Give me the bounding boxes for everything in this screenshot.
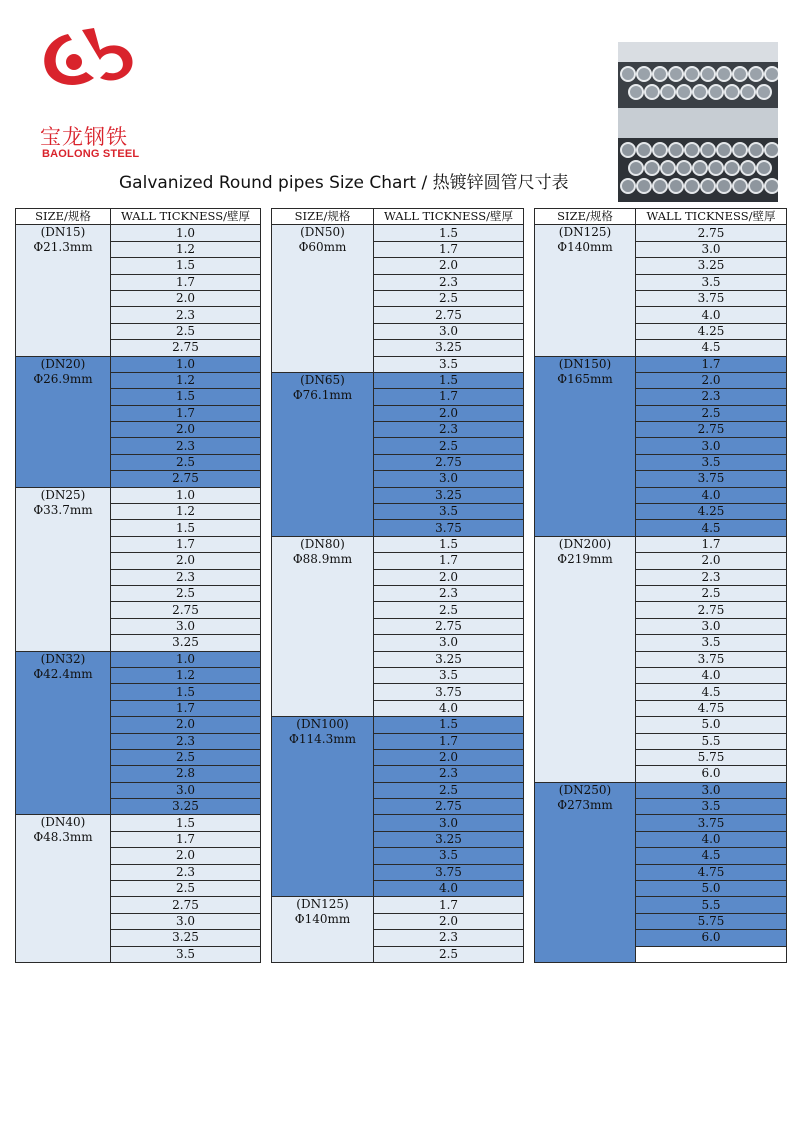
wall-thickness-cell: 2.0 [111,717,261,733]
wall-thickness-cell: 2.75 [111,602,261,618]
pipe-size-cell [272,536,374,716]
wall-thickness-cell: 3.25 [111,930,261,946]
wall-thickness-cell: 2.0 [374,913,524,929]
wall-thickness-cell: 3.75 [636,815,787,831]
wall-thickness-cell: 2.5 [111,749,261,765]
outer-diameter: Φ165mm [557,371,613,386]
wall-thickness-cell: 3.5 [374,667,524,683]
wall-thickness-cell: 2.8 [111,766,261,782]
wall-thickness-cell: 4.25 [636,504,787,520]
table-row [272,536,524,552]
wall-thickness-cell: 1.5 [111,520,261,536]
wall-thickness-cell: 4.0 [636,307,787,323]
wall-thickness-cell: 3.75 [374,684,524,700]
wall-thickness-cell: 2.75 [636,225,787,241]
wall-thickness-cell: 2.5 [374,438,524,454]
wall-thickness-cell: 2.75 [374,799,524,815]
wall-thickness-cell: 2.0 [111,553,261,569]
wall-thickness-cell: 1.5 [374,372,524,388]
wall-thickness-cell: 3.0 [636,438,787,454]
product-photo [618,42,778,202]
outer-diameter: Φ219mm [557,551,613,566]
pipe-size-cell [16,487,111,651]
pipe-size-cell [16,651,111,815]
nominal-diameter: (DN65) [300,372,345,387]
nominal-diameter: (DN100) [296,717,349,732]
pipe-size-cell [16,225,111,356]
company-logo [38,28,148,160]
wall-thickness-cell: 2.75 [374,618,524,634]
wall-thickness-cell: 3.5 [636,274,787,290]
wall-thickness-cell: 2.5 [374,946,524,962]
wall-thickness-cell: 3.75 [374,864,524,880]
pipe-size-cell [272,717,374,897]
table-row [272,372,524,388]
page-title: Galvanized Round pipes Size Chart / 热镀锌圆管尺寸表 [119,173,569,193]
wall-thickness-cell: 1.7 [111,831,261,847]
wall-thickness-cell: 1.5 [111,258,261,274]
wall-thickness-cell: 2.5 [374,602,524,618]
wall-thickness-cell: 3.5 [636,635,787,651]
outer-diameter: Φ33.7mm [33,502,93,517]
wall-thickness-cell: 2.75 [111,897,261,913]
wall-thickness-cell: 1.0 [111,356,261,372]
wall-thickness-cell: 4.0 [636,831,787,847]
outer-diameter: Φ60mm [298,240,347,255]
wall-thickness-cell: 2.5 [374,290,524,306]
wall-thickness-cell: 3.75 [374,520,524,536]
table-header-row [535,209,787,225]
wall-thickness-cell: 5.0 [636,717,787,733]
wall-thickness-cell: 2.0 [374,749,524,765]
wall-thickness-cell: 1.7 [636,536,787,552]
wall-thickness-cell: 3.0 [374,635,524,651]
wall-thickness-cell: 2.5 [111,881,261,897]
nominal-diameter: (DN125) [558,225,612,240]
table-row [16,815,261,831]
table-header-row [16,209,261,225]
wall-thickness-cell: 5.75 [636,749,787,765]
wall-thickness-cell: 6.0 [636,930,787,946]
nominal-diameter: (DN25) [40,487,86,502]
outer-diameter: Φ114.3mm [289,732,356,747]
wall-thickness-cell: 1.7 [374,733,524,749]
wall-thickness-cell: 3.25 [636,258,787,274]
wall-thickness-cell: 2.0 [111,290,261,306]
table-row [16,356,261,372]
wall-thickness-cell: 5.5 [636,897,787,913]
table-row [272,897,524,913]
wall-thickness-cell: 2.5 [111,585,261,601]
pipe-size-cell [535,782,636,962]
size-chart-table-1 [15,208,261,963]
baolong-logo-icon [38,28,134,90]
wall-thickness-cell: 4.0 [636,667,787,683]
size-column-header: SIZE/规格 [16,209,111,225]
wall-thickness-cell: 2.0 [111,848,261,864]
outer-diameter: Φ21.3mm [33,240,93,255]
wall-thickness-cell: 3.5 [636,799,787,815]
wall-thickness-cell: 2.5 [636,585,787,601]
wall-thickness-cell: 3.0 [374,471,524,487]
nominal-diameter: (DN80) [300,536,345,551]
table-row [535,782,787,798]
nominal-diameter: (DN15) [40,225,86,240]
wall-thickness-cell: 2.75 [111,340,261,356]
outer-diameter: Φ42.4mm [33,666,93,681]
wall-thickness-cell: 3.0 [111,913,261,929]
wall-thickness-cell: 3.5 [374,504,524,520]
wall-thickness-cell: 4.5 [636,684,787,700]
table-row [16,487,261,503]
wall-thickness-cell: 4.5 [636,848,787,864]
wall-thickness-cell: 2.5 [111,323,261,339]
brand-name-cn: 宝龙钢铁 [40,125,128,149]
wall-thickness-cell: 3.25 [374,651,524,667]
wall-thickness-cell: 6.0 [636,766,787,782]
wall-thickness-cell: 2.0 [636,553,787,569]
wall-thickness-column-header: WALL TICKNESS/壁厚 [636,209,787,225]
wall-thickness-cell: 1.7 [374,553,524,569]
wall-thickness-cell: 5.75 [636,913,787,929]
table-row [16,225,261,241]
wall-thickness-cell: 3.0 [636,241,787,257]
wall-thickness-cell: 2.3 [636,569,787,585]
wall-thickness-cell: 3.5 [374,356,524,372]
wall-thickness-cell: 2.75 [636,602,787,618]
table-row [272,225,524,241]
wall-thickness-cell: 2.5 [374,782,524,798]
pipe-size-cell [16,815,111,963]
wall-thickness-cell: 1.5 [374,536,524,552]
wall-thickness-cell: 3.75 [636,651,787,667]
pipe-size-cell [535,225,636,356]
wall-thickness-cell: 1.5 [111,815,261,831]
wall-thickness-cell: 4.75 [636,700,787,716]
wall-thickness-cell: 1.7 [111,536,261,552]
table-row [535,225,787,241]
wall-thickness-cell: 1.0 [111,487,261,503]
wall-thickness-column-header: WALL TICKNESS/壁厚 [111,209,261,225]
outer-diameter: Φ76.1mm [292,387,353,402]
wall-thickness-cell: 4.0 [636,487,787,503]
wall-thickness-cell: 2.3 [636,389,787,405]
wall-thickness-cell: 3.0 [111,782,261,798]
size-column-header: SIZE/规格 [272,209,374,225]
wall-thickness-cell: 2.75 [636,422,787,438]
wall-thickness-cell: 2.3 [374,585,524,601]
wall-thickness-cell: 3.25 [111,799,261,815]
wall-thickness-cell: 3.0 [374,815,524,831]
wall-thickness-cell: 1.5 [111,684,261,700]
wall-thickness-cell: 4.5 [636,340,787,356]
wall-thickness-cell: 2.75 [374,307,524,323]
wall-thickness-cell: 2.3 [374,274,524,290]
pipe-size-cell [535,356,636,536]
outer-diameter: Φ140mm [557,240,613,255]
galvanized-pipes-photo-icon [618,42,778,202]
wall-thickness-cell: 2.5 [111,454,261,470]
wall-thickness-cell: 2.0 [374,405,524,421]
table-header-row [272,209,524,225]
wall-thickness-cell: 2.0 [374,569,524,585]
outer-diameter: Φ88.9mm [292,551,353,566]
wall-thickness-cell: 3.25 [374,487,524,503]
wall-thickness-cell: 1.7 [636,356,787,372]
wall-thickness-cell: 5.0 [636,881,787,897]
wall-thickness-cell: 1.7 [111,274,261,290]
wall-thickness-cell: 2.3 [374,930,524,946]
wall-thickness-cell: 3.5 [636,454,787,470]
wall-thickness-cell: 1.2 [111,241,261,257]
wall-thickness-cell: 3.0 [111,618,261,634]
table-row [535,536,787,552]
wall-thickness-cell: 2.75 [111,471,261,487]
wall-thickness-cell: 1.7 [111,405,261,421]
wall-thickness-cell: 4.75 [636,864,787,880]
wall-thickness-cell: 3.75 [636,471,787,487]
outer-diameter: Φ273mm [557,797,613,812]
nominal-diameter: (DN50) [300,225,345,240]
wall-thickness-cell: 1.2 [111,667,261,683]
table-row [535,356,787,372]
wall-thickness-cell: 1.5 [374,717,524,733]
table-row [272,717,524,733]
wall-thickness-cell: 1.5 [111,389,261,405]
wall-thickness-cell: 2.3 [374,422,524,438]
wall-thickness-cell: 2.0 [111,422,261,438]
table-row [16,651,261,667]
wall-thickness-cell: 3.5 [111,946,261,962]
nominal-diameter: (DN40) [40,815,86,830]
wall-thickness-cell: 4.0 [374,881,524,897]
wall-thickness-cell: 1.7 [374,389,524,405]
wall-thickness-cell: 3.25 [374,340,524,356]
outer-diameter: Φ48.3mm [33,830,93,845]
nominal-diameter: (DN200) [558,536,612,551]
pipe-size-cell [272,897,374,963]
wall-thickness-cell: 2.5 [636,405,787,421]
wall-thickness-cell: 2.75 [374,454,524,470]
wall-thickness-cell: 2.0 [374,258,524,274]
size-column-header: SIZE/规格 [535,209,636,225]
wall-thickness-column-header: WALL TICKNESS/壁厚 [374,209,524,225]
nominal-diameter: (DN125) [296,897,349,912]
wall-thickness-cell: 4.0 [374,700,524,716]
nominal-diameter: (DN32) [40,651,86,666]
wall-thickness-cell: 1.7 [374,241,524,257]
pipe-size-cell [535,536,636,782]
size-chart-table-3 [534,208,787,963]
nominal-diameter: (DN150) [558,356,612,371]
wall-thickness-cell: 3.25 [111,635,261,651]
wall-thickness-cell: 2.3 [111,733,261,749]
wall-thickness-cell: 2.3 [111,864,261,880]
wall-thickness-cell: 1.7 [374,897,524,913]
pipe-size-cell [272,225,374,373]
nominal-diameter: (DN250) [558,782,612,797]
wall-thickness-cell: 1.5 [374,225,524,241]
wall-thickness-cell: 3.0 [636,618,787,634]
outer-diameter: Φ26.9mm [33,371,93,386]
wall-thickness-cell: 2.3 [374,766,524,782]
pipe-size-cell [272,372,374,536]
wall-thickness-cell [636,946,787,962]
wall-thickness-cell: 3.0 [636,782,787,798]
wall-thickness-cell: 3.25 [374,831,524,847]
wall-thickness-cell: 1.7 [111,700,261,716]
wall-thickness-cell: 4.25 [636,323,787,339]
outer-diameter: Φ140mm [294,912,351,927]
wall-thickness-cell: 2.3 [111,569,261,585]
size-chart-table-2 [271,208,524,963]
nominal-diameter: (DN20) [40,356,86,371]
wall-thickness-cell: 3.5 [374,848,524,864]
wall-thickness-cell: 2.3 [111,307,261,323]
wall-thickness-cell: 3.75 [636,290,787,306]
wall-thickness-cell: 2.0 [636,372,787,388]
wall-thickness-cell: 5.5 [636,733,787,749]
brand-name-en: BAOLONG STEEL [42,148,140,160]
wall-thickness-cell: 4.5 [636,520,787,536]
wall-thickness-cell: 1.2 [111,504,261,520]
wall-thickness-cell: 1.0 [111,651,261,667]
wall-thickness-cell: 3.0 [374,323,524,339]
pipe-size-cell [16,356,111,487]
wall-thickness-cell: 1.0 [111,225,261,241]
wall-thickness-cell: 2.3 [111,438,261,454]
wall-thickness-cell: 1.2 [111,372,261,388]
